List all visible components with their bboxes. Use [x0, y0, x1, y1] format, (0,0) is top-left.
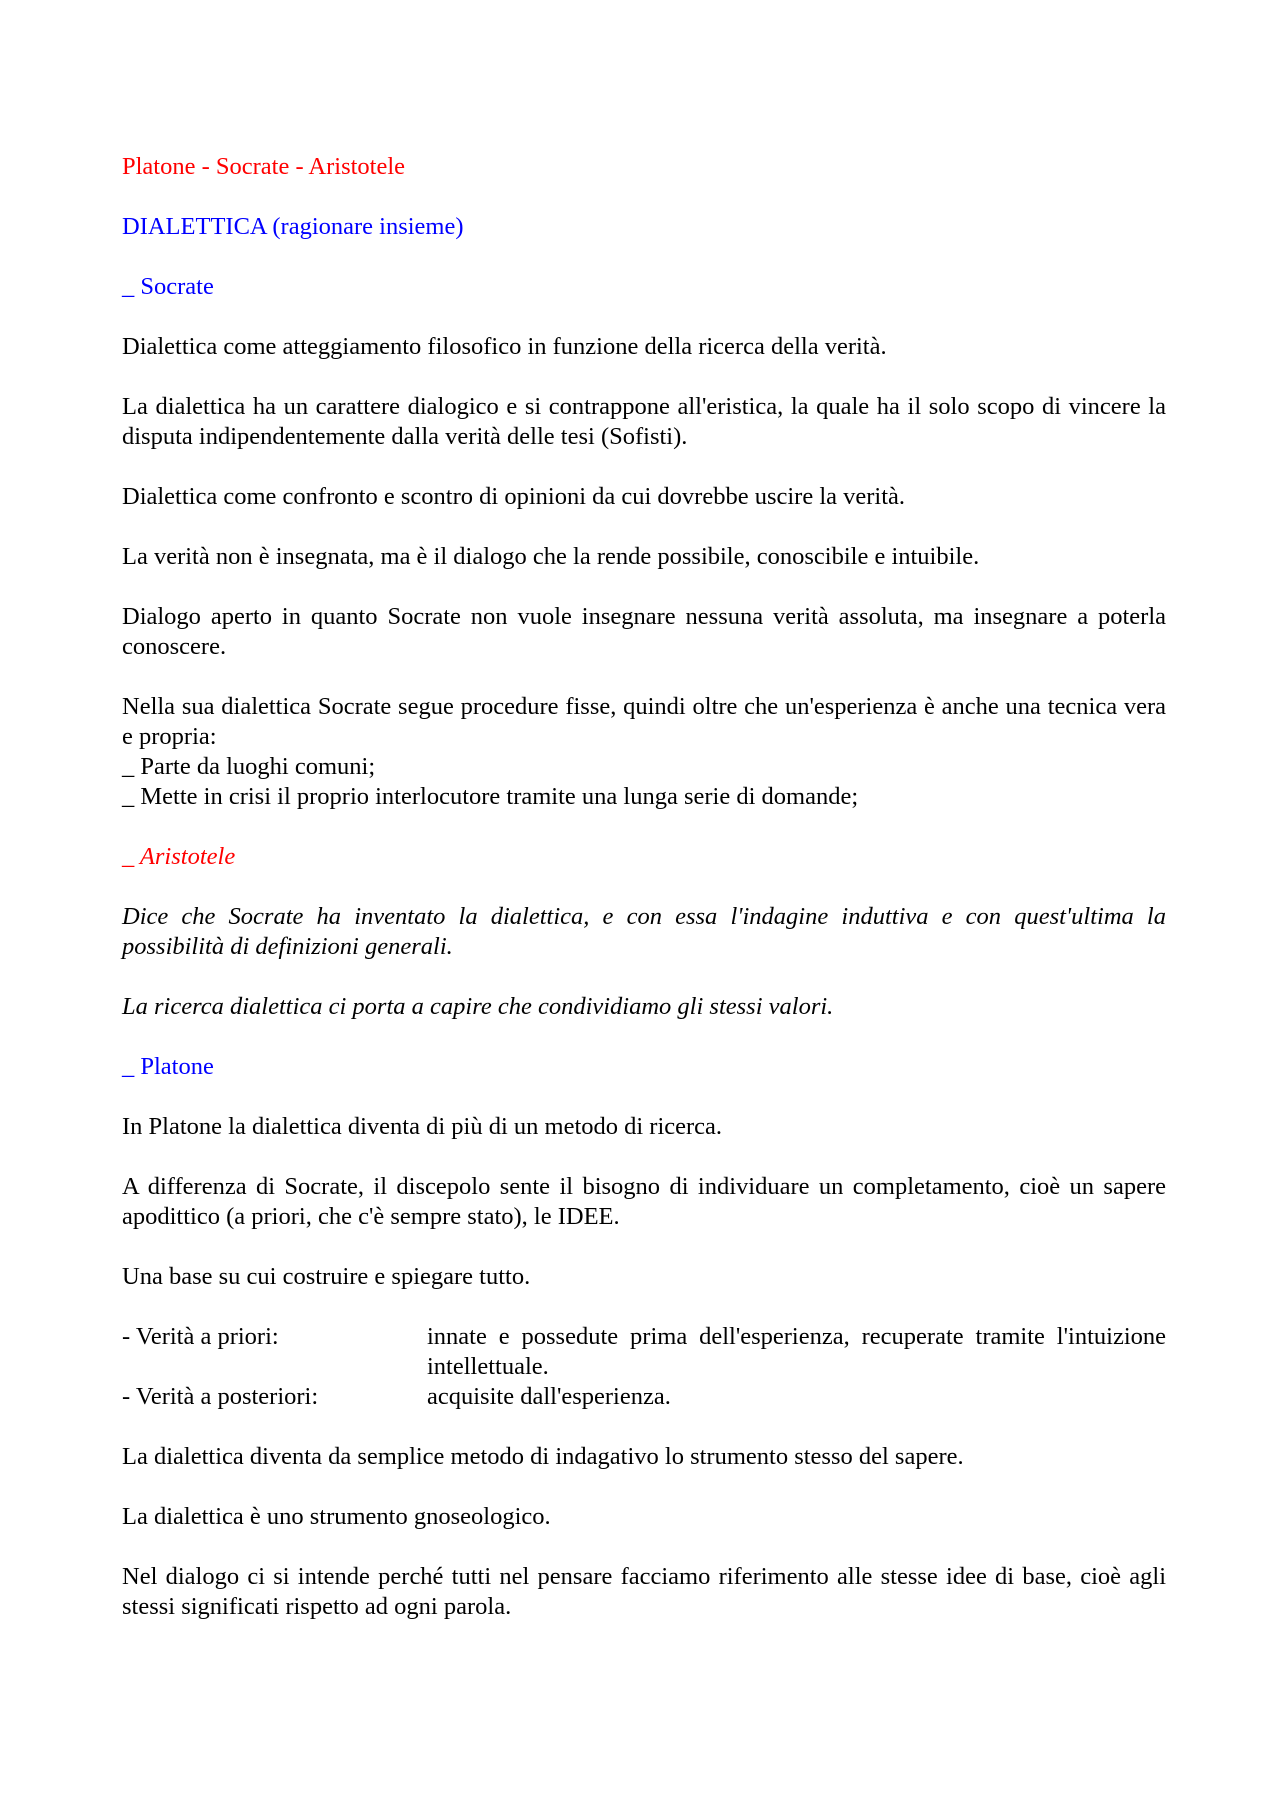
paragraph: Una base su cui costruire e spiegare tutto. [122, 1263, 531, 1290]
section-heading-aristotele: _ Aristotele [122, 843, 236, 870]
definition-term: - Verità a posteriori: [122, 1383, 319, 1410]
paragraph: La ricerca dialettica ci porta a capire che condividiamo gli stessi valori. [122, 993, 834, 1020]
paragraph: Nel dialogo ci si intende perché tutti nel pensare facciamo riferimento alle stesse idee di base, cioè agli stessi significati rispetto ad ogni parola. [122, 1563, 1166, 1620]
definition-desc: innate e possedute prima dell'esperienza, recuperate tramite l'intuizione intellettuale. [427, 1323, 1166, 1380]
paragraph: Nella sua dialettica Socrate segue procedure fisse, quindi oltre che un'esperienza è anche una tecnica vera e propria: [122, 693, 1166, 750]
definition-row [122, 1382, 1166, 1412]
paragraph: La verità non è insegnata, ma è il dialogo che la rende possibile, conoscibile e intuibile. [122, 543, 980, 570]
paragraph: La dialettica è uno strumento gnoseologico. [122, 1503, 551, 1530]
list-item: _ Mette in crisi il proprio interlocutore tramite una lunga serie di domande; [122, 783, 859, 810]
paragraph: Dialogo aperto in quanto Socrate non vuole insegnare nessuna verità assoluta, ma insegnare a poterla conoscere. [122, 603, 1166, 660]
section-heading-platone: _ Platone [122, 1053, 214, 1080]
list-item: _ Parte da luoghi comuni; [122, 753, 376, 780]
paragraph: La dialettica diventa da semplice metodo di indagativo lo strumento stesso del sapere. [122, 1443, 964, 1470]
paragraph: A differenza di Socrate, il discepolo sente il bisogno di individuare un completamento, cioè un sapere apodittico (a priori, che c'è sempre stato), le IDEE. [122, 1173, 1166, 1230]
definition-row [122, 1322, 1166, 1382]
definition-term: - Verità a priori: [122, 1323, 279, 1350]
definition-desc: acquisite dall'esperienza. [427, 1383, 671, 1410]
paragraph: Dice che Socrate ha inventato la dialettica, e con essa l'indagine induttiva e con quest'ultima la possibilità di definizioni generali. [122, 903, 1166, 960]
document-subtitle: DIALETTICA (ragionare insieme) [122, 213, 464, 240]
document-title: Platone - Socrate - Aristotele [122, 153, 406, 180]
paragraph: In Platone la dialettica diventa di più di un metodo di ricerca. [122, 1113, 723, 1140]
paragraph: La dialettica ha un carattere dialogico e si contrappone all'eristica, la quale ha il solo scopo di vincere la disputa indipendentemente dalla verità delle tesi (Sofisti). [122, 393, 1166, 450]
section-heading-socrate: _ Socrate [122, 273, 214, 300]
document-body [122, 152, 1166, 1622]
definitions-table [122, 1322, 1166, 1412]
socrate-list [122, 752, 1166, 812]
paragraph: Dialettica come confronto e scontro di opinioni da cui dovrebbe uscire la verità. [122, 483, 906, 510]
paragraph: Dialettica come atteggiamento filosofico in funzione della ricerca della verità. [122, 333, 887, 360]
